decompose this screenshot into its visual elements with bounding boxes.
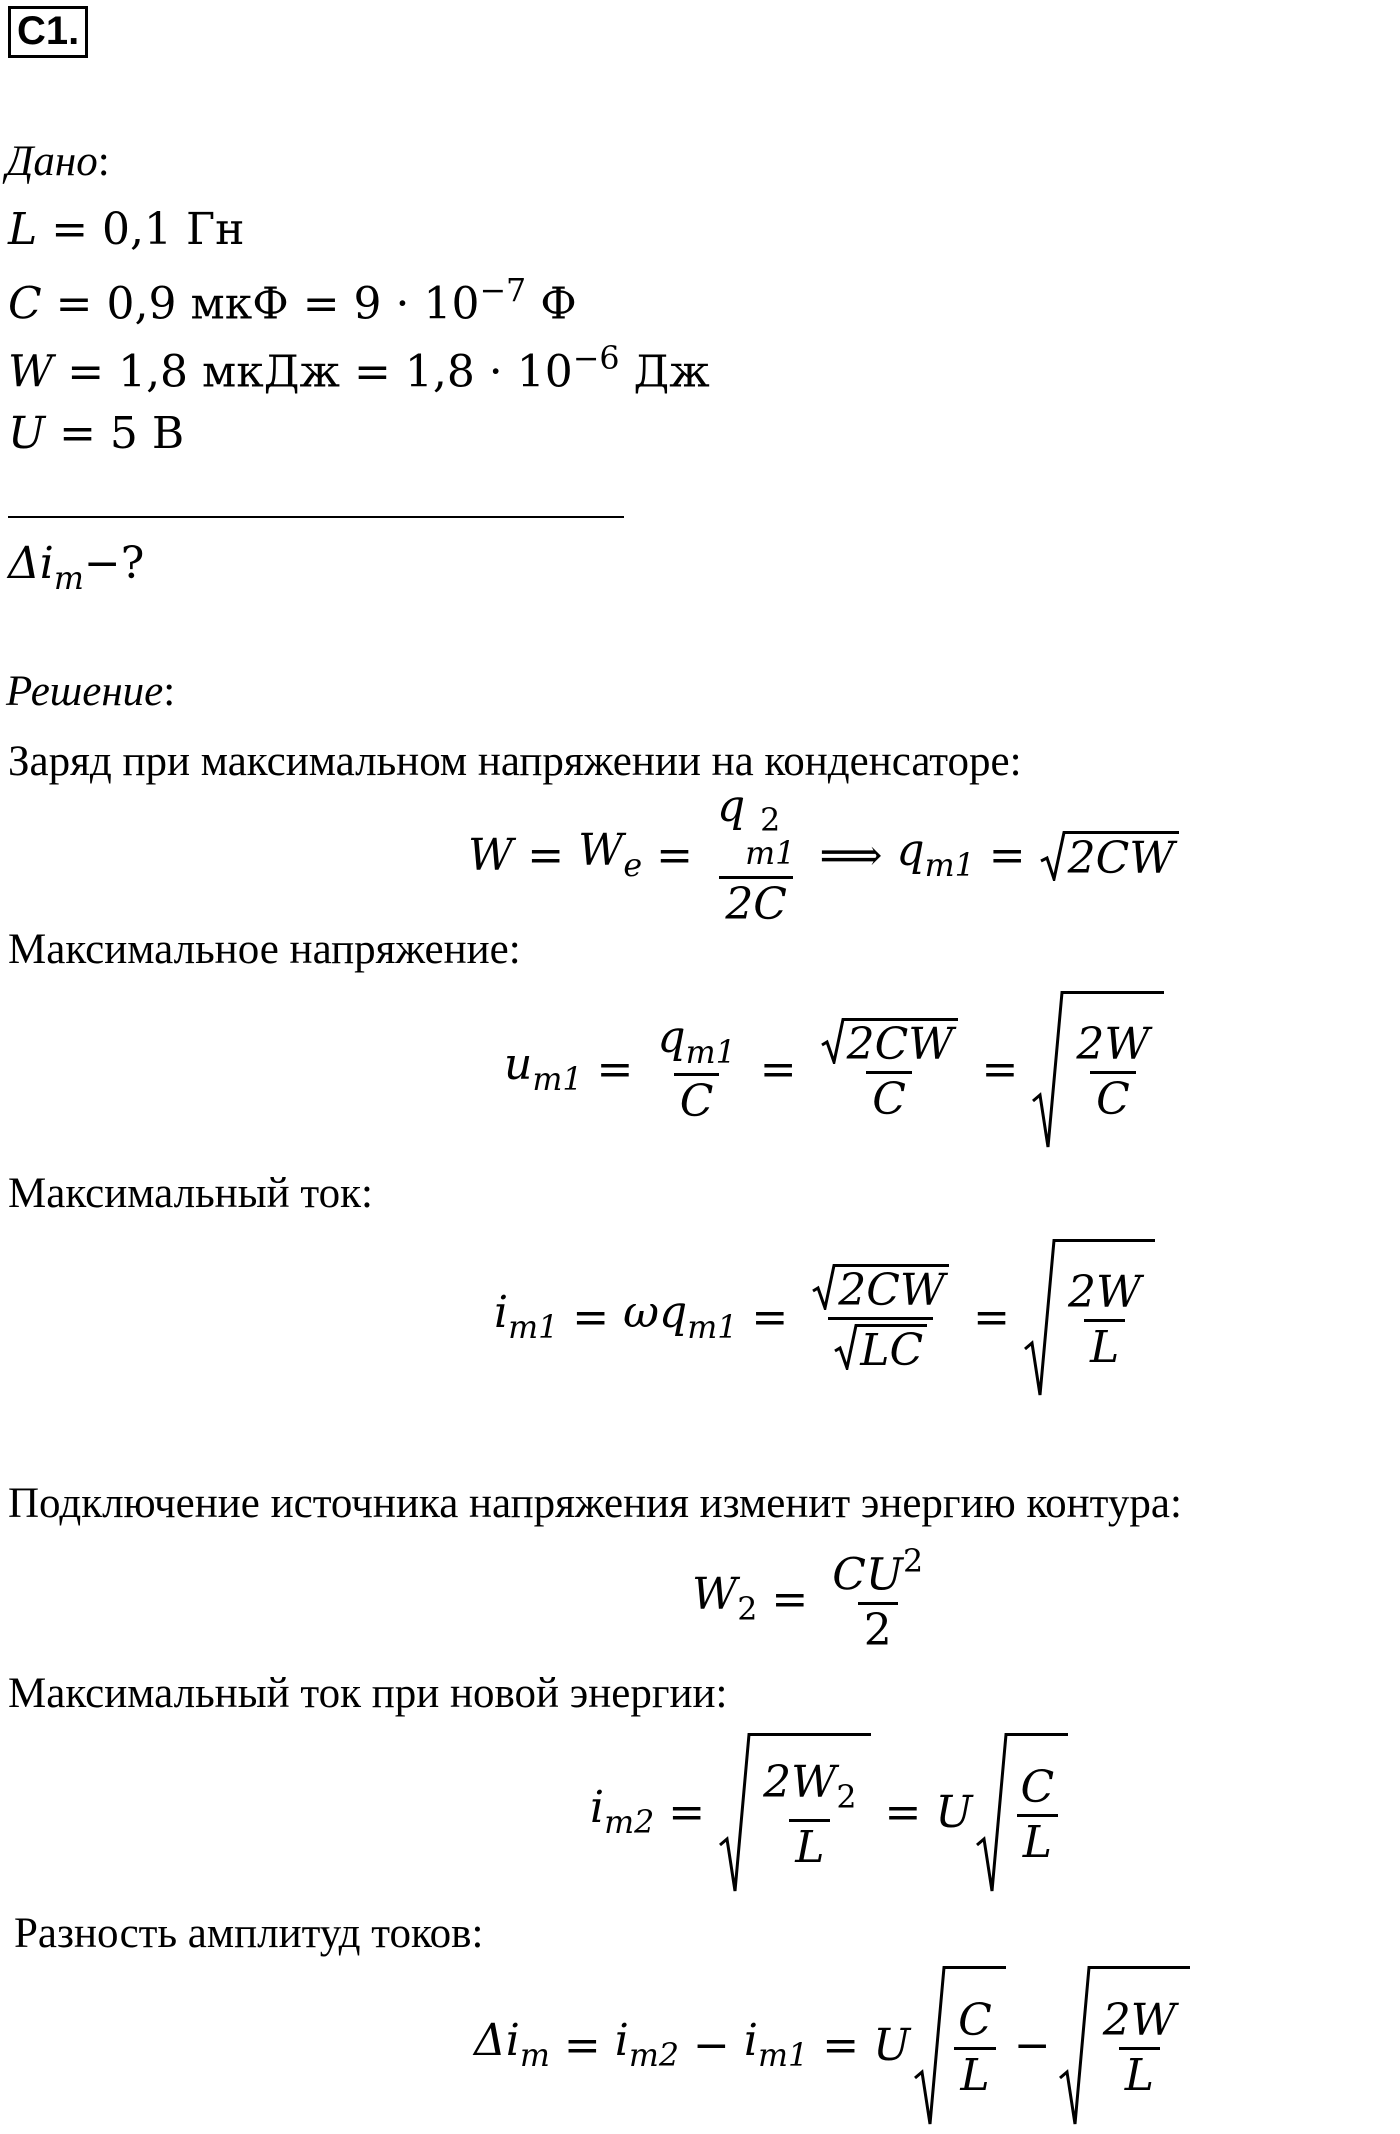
- f3-omega-q: [623, 1287, 738, 1347]
- f3-q-sub: m1: [687, 1310, 738, 1347]
- step6-text: Разность амплитуд токов:: [14, 1910, 484, 1957]
- f6-eq1: =: [563, 2020, 601, 2071]
- f6-i1: [743, 2015, 809, 2075]
- given-C-unit: Ф: [526, 278, 577, 330]
- f3-sqrt-num-sign: [812, 1264, 836, 1310]
- given-U-value: = 5 В: [45, 408, 185, 459]
- f1-implies: ⟹: [819, 830, 883, 881]
- f3-eq3: =: [973, 1292, 1011, 1343]
- f1-fraction-num: [711, 781, 801, 875]
- formula-1: [468, 781, 1179, 930]
- given-U-var: U: [8, 408, 46, 459]
- f3-omega: ω: [623, 1287, 660, 1339]
- f6-sqrt2: [1059, 1966, 1190, 2126]
- f1-q-sup: 2: [760, 802, 781, 839]
- f5-sqrt1: [719, 1733, 870, 1893]
- f5-eq2: =: [884, 1787, 922, 1838]
- f5-sqrt2: [976, 1733, 1068, 1893]
- f4-num: CU: [832, 1549, 904, 1601]
- given-W-value: = 1,8 мкДж = 1,8 · 10: [53, 346, 573, 398]
- formula-3: [494, 1236, 1155, 1400]
- f4-num-sup: 2: [903, 1544, 924, 1581]
- f2-u: [504, 1039, 583, 1099]
- f5-U: U: [935, 1787, 973, 1838]
- f5-frac2-den: L: [1017, 1814, 1058, 1865]
- solution-heading-colon: :: [163, 668, 176, 715]
- given-C-var: C: [8, 278, 42, 330]
- f6-i2-sub: m2: [628, 2038, 680, 2075]
- f1-fraction-den: 2C: [719, 876, 793, 927]
- f6-sqrt1: [914, 1966, 1006, 2126]
- f1-We-sub: e: [623, 848, 643, 885]
- f5-sqrt1-sign: [719, 1733, 751, 1893]
- f6-i2-var: i: [614, 2015, 629, 2067]
- f6-minus2: −: [1013, 2020, 1051, 2071]
- f2-q: q: [657, 1011, 686, 1063]
- f5-num-sub: 2: [836, 1780, 857, 1817]
- formula-6: [474, 1962, 1190, 2130]
- f2-eq3: =: [981, 1044, 1019, 1095]
- f2-sqrt-big: [1032, 991, 1163, 1149]
- f4-W: [692, 1569, 758, 1629]
- f6-i: i: [505, 2015, 520, 2067]
- f5-i: [590, 1782, 655, 1842]
- f1-fraction: [711, 781, 801, 930]
- f5-frac2: [1014, 1762, 1060, 1868]
- f6-sqrt2-sign: [1059, 1966, 1091, 2126]
- f5-frac1: [757, 1757, 862, 1873]
- f2-frac3: [1070, 1019, 1155, 1125]
- f4-frac: [826, 1544, 929, 1656]
- f4-eq: =: [771, 1574, 809, 1625]
- f3-sqrt-big-body: [1056, 1239, 1155, 1397]
- f5-sqrt2-body: [1008, 1733, 1068, 1893]
- f5-frac2-num: C: [1020, 1762, 1055, 1813]
- step3-text: Максимальный ток:: [8, 1170, 373, 1217]
- f4-frac-num: [826, 1544, 929, 1601]
- f2-sqrt-small: [821, 1018, 958, 1070]
- f6-i1-var: i: [743, 2015, 758, 2067]
- f1-W: W: [468, 830, 514, 881]
- given-heading: [6, 140, 110, 183]
- given-heading-word: Дано: [6, 138, 98, 185]
- given-heading-colon: :: [97, 138, 110, 185]
- f3-frac2: [1062, 1267, 1147, 1373]
- given-L: [8, 204, 245, 255]
- given-L-var: L: [8, 204, 38, 255]
- f3-eq1: =: [572, 1292, 610, 1343]
- f3-frac1-den: [828, 1317, 933, 1376]
- f5-sqrt1-body: [751, 1733, 870, 1893]
- f4-W-sub: 2: [737, 1592, 758, 1629]
- f2-frac2-num: [815, 1018, 964, 1071]
- f3-eq2: =: [751, 1292, 789, 1343]
- step1-text: Заряд при максимальном напряжении на конденсаторе:: [8, 738, 1022, 785]
- f5-i-sub: m2: [604, 1805, 655, 1842]
- given-L-value: = 0,1 Гн: [37, 204, 245, 255]
- f6-i-sub: m: [519, 2038, 550, 2075]
- f6-frac2: [1097, 1995, 1182, 2101]
- f3-sqrt-big: [1024, 1239, 1155, 1397]
- formula-5: [590, 1730, 1068, 1896]
- f3-i-var: i: [494, 1287, 509, 1339]
- given-U: [8, 408, 185, 459]
- f3-q: q: [659, 1287, 688, 1339]
- f1-q-sub: m1: [745, 836, 796, 873]
- f1-eq1: =: [527, 830, 565, 881]
- f3-sqrt-den-sign: [834, 1324, 858, 1370]
- f5-num: 2W: [763, 1757, 837, 1809]
- f1-sqrt-sign: [1040, 831, 1066, 881]
- f2-sqrt-small-body: 2CW: [845, 1018, 958, 1067]
- f6-sqrt1-sign: [914, 1966, 946, 2126]
- find-delta: Δ: [8, 538, 40, 589]
- f1-eq3: =: [988, 830, 1026, 881]
- f2-sqrt-big-body: [1064, 991, 1163, 1149]
- f1-q-scripts: [745, 802, 796, 873]
- formula-4: [692, 1540, 933, 1660]
- f5-sqrt2-sign: [976, 1733, 1008, 1893]
- f2-frac2: [815, 1018, 964, 1125]
- f3-sqrt-den-body: LC: [858, 1324, 927, 1373]
- f3-frac2-den: L: [1084, 1319, 1125, 1370]
- given-separator: [8, 516, 624, 518]
- f6-eq2: =: [822, 2020, 860, 2071]
- problem-label: C1.: [8, 6, 88, 58]
- f6-frac1-num: C: [958, 1995, 992, 2046]
- f5-eq1: =: [668, 1787, 706, 1838]
- f3-sqrt-num: [812, 1264, 949, 1316]
- f2-eq1: =: [596, 1044, 634, 1095]
- f4-frac-den: 2: [858, 1602, 898, 1653]
- f2-frac1: [651, 1011, 741, 1128]
- f2-frac1-den: C: [674, 1073, 720, 1124]
- f2-eq2: =: [759, 1044, 797, 1095]
- f5-frac1-den: L: [789, 1819, 830, 1870]
- f3-frac2-num: 2W: [1068, 1267, 1142, 1318]
- given-W: [8, 341, 710, 398]
- f6-frac1: [952, 1995, 998, 2101]
- f1-eq2: =: [656, 830, 693, 881]
- step4-text: Подключение источника напряжения изменит энергию контура:: [8, 1480, 1182, 1527]
- find-line: [8, 538, 145, 598]
- f2-u-sub: m1: [532, 1062, 583, 1099]
- given-W-unit: Дж: [619, 346, 710, 398]
- given-C: [8, 273, 577, 330]
- step2-text: Максимальное напряжение:: [8, 926, 521, 973]
- given-W-exponent: −6: [572, 341, 620, 377]
- given-C-exponent: −7: [479, 273, 527, 309]
- f3-i-sub: m1: [508, 1310, 559, 1347]
- f6-i2: [614, 2015, 680, 2075]
- f6-U: U: [873, 2020, 911, 2071]
- f2-frac2-den: C: [866, 1071, 912, 1122]
- given-W-var: W: [8, 346, 54, 398]
- f3-i: [494, 1287, 559, 1347]
- f5-frac1-num: [757, 1757, 862, 1819]
- f4-W-var: W: [692, 1569, 738, 1621]
- f6-frac2-den: L: [1119, 2047, 1160, 2098]
- f1-qm: [896, 825, 975, 885]
- solution-heading: [6, 670, 175, 713]
- f2-sqrt-small-sign: [821, 1018, 845, 1064]
- formula-2: [504, 990, 1164, 1150]
- step5-text: Максимальный ток при новой энергии:: [8, 1670, 728, 1717]
- f6-i1-sub: m1: [758, 2038, 809, 2075]
- solution-heading-word: Решение: [6, 668, 164, 715]
- f1-qm-var: q: [896, 825, 925, 877]
- f6-minus1: −: [693, 2020, 730, 2071]
- f6-frac2-num: 2W: [1102, 1995, 1176, 2046]
- f1-sqrt: [1040, 831, 1179, 884]
- f3-frac1: [806, 1264, 955, 1376]
- f3-sqrt-den: [834, 1324, 927, 1376]
- f6-sqrt1-body: [946, 1966, 1006, 2126]
- find-sub: m: [53, 561, 84, 598]
- f2-frac3-den: C: [1090, 1071, 1136, 1122]
- f5-i-var: i: [590, 1782, 605, 1834]
- f6-frac1-den: L: [954, 2047, 995, 2098]
- f1-q: q: [716, 781, 746, 833]
- f6-sqrt2-body: [1091, 1966, 1190, 2126]
- find-question: −?: [83, 538, 145, 589]
- f6-delta-i: [474, 2015, 550, 2075]
- f2-sqrt-big-sign: [1032, 991, 1064, 1149]
- f1-sqrt-body: 2CW: [1066, 831, 1179, 881]
- given-C-value: = 0,9 мкФ = 9 · 10: [41, 278, 480, 330]
- f1-qm-sub: m1: [924, 848, 975, 885]
- f1-We: [578, 825, 643, 885]
- f3-frac1-num: [806, 1264, 955, 1317]
- f2-frac1-num: [651, 1011, 741, 1074]
- f3-sqrt-big-sign: [1024, 1239, 1056, 1397]
- f6-delta: Δ: [474, 2015, 506, 2067]
- f2-frac3-num: 2W: [1076, 1019, 1150, 1070]
- f2-q-sub: m1: [685, 1034, 736, 1071]
- find-var: i: [39, 538, 54, 589]
- f2-u-var: u: [504, 1039, 533, 1091]
- f1-We-var: W: [578, 825, 624, 877]
- f3-sqrt-num-body: 2CW: [836, 1264, 949, 1313]
